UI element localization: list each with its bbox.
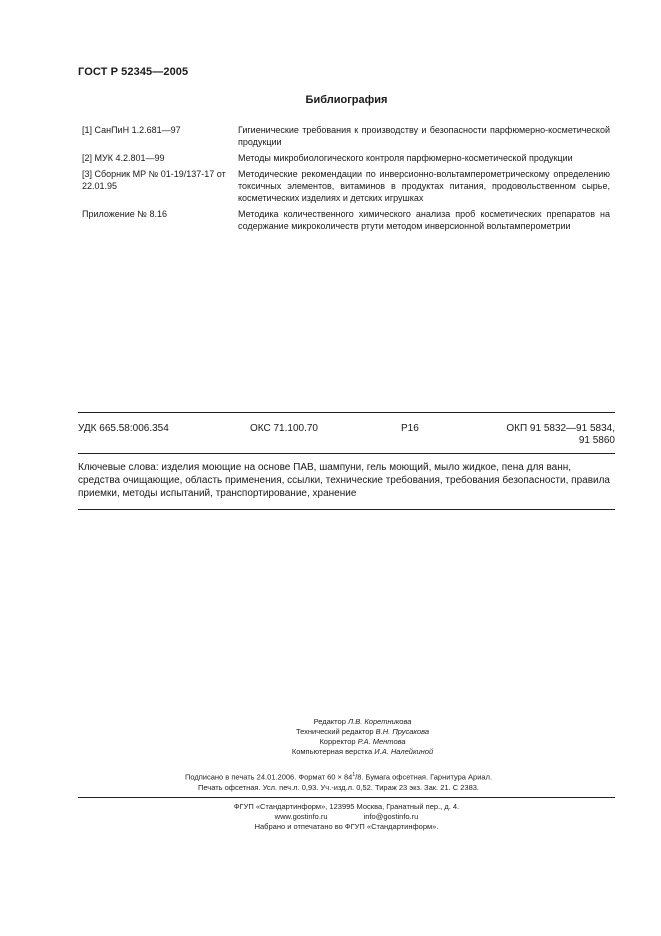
credits-list xyxy=(32,717,661,757)
email-link[interactable]: info@gostinfo.ru xyxy=(363,812,419,821)
printed-note: Набрано и отпечатано во ФГУП «Стандартинформ». xyxy=(254,822,439,831)
bibliography-item xyxy=(82,168,610,204)
divider-rule xyxy=(78,412,615,413)
bibliography-title: Библиография xyxy=(305,94,388,106)
organization-contacts xyxy=(16,812,661,822)
group-code: Р16 xyxy=(401,423,419,434)
bibliography-desc: Методика количественного химического анализа проб косметических препаратов на содержание микроколичеств ртути методом инверсионной вольтамперометрии xyxy=(238,209,610,231)
okp-line-1: ОКП 91 5832—91 5834, xyxy=(506,423,615,434)
divider-rule xyxy=(78,453,615,454)
bibliography-ref: [3] Сборник МР № 01-19/137-17 от 22.01.95 xyxy=(82,169,226,191)
okp-line-2: 91 5860 xyxy=(578,435,615,446)
credit-line: Редактор Л.В. Коретникова xyxy=(313,717,412,726)
bibliography-ref: [2] МУК 4.2.801—99 xyxy=(82,153,165,163)
bibliography-list xyxy=(82,124,610,236)
imprint-block xyxy=(0,717,661,793)
publishing-line-1: Подписано в печать 24.01.2006. Формат $60 \times 84^1/8$. Бумага офсетная. Гарнитура Ариал. xyxy=(184,772,493,782)
bibliography-ref: Приложение № 8.16 xyxy=(82,209,167,219)
bibliography-desc: Методические рекомендации по инверсионно-вольтамперометрическому определению токсичных элементов, витаминов в продуктах питания, продовольственном сырье, косметических изделиях и детских игрушках xyxy=(238,169,610,203)
bibliography-desc: Гигиенические требования к производству и безопасности парфюмерно-косметической продукции xyxy=(238,125,610,147)
credit-line: Технический редактор В.Н. Прусакова xyxy=(295,727,430,736)
oks-code: ОКС 71.100.70 xyxy=(250,423,318,434)
website-link[interactable]: www.gostinfo.ru xyxy=(274,812,328,821)
standard-code: ГОСТ Р 52345—2005 xyxy=(78,66,189,78)
divider-rule xyxy=(78,797,615,798)
bibliography-ref: [1] СанПиН 1.2.681—97 xyxy=(82,125,181,135)
okp-code xyxy=(455,423,615,447)
credit-line: Компьютерная верстка И.А. Налейкиной xyxy=(291,747,434,756)
bibliography-desc: Методы микробиологического контроля парфюмерно-косметической продукции xyxy=(238,153,573,163)
bibliography-item xyxy=(82,152,610,164)
publishing-line-2: Печать офсетная. Усл. печ.л. 0,93. Уч.-изд.л. 0,52. Тираж 23 экз. Зак. 21. С 2383. xyxy=(197,782,479,792)
divider-rule xyxy=(78,509,615,510)
bibliography-item xyxy=(82,124,610,148)
credit-line: Корректор Р.А. Ментова xyxy=(319,737,406,746)
keywords-text: Ключевые слова: изделия моющие на основе ПАВ, шампуни, гель моющий, мыло жидкое, пена для ванн, средства очищающие, область применения, ссылки, технические требования, требования безопасности, правила приемки, методы испытаний, транспортирование, хранение xyxy=(78,462,610,499)
organization-block xyxy=(0,802,661,832)
udk-code: УДК 665.58:006.354 xyxy=(78,423,169,434)
publishing-info xyxy=(8,770,661,793)
bibliography-item xyxy=(82,208,610,232)
organization-address: ФГУП «Стандартинформ», 123995 Москва, Гранатный пер., д. 4. xyxy=(233,802,460,811)
